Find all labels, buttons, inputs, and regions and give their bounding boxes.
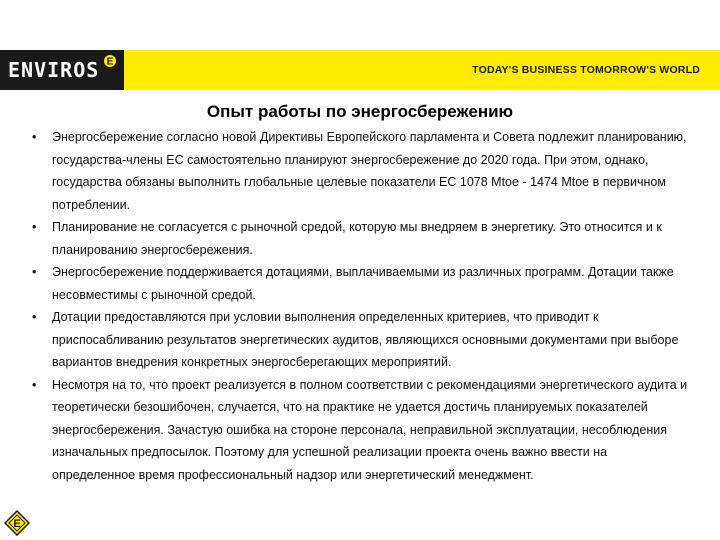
header-top-area <box>0 0 720 50</box>
bullet-list <box>32 126 692 486</box>
bullet-item: • Энергосбережение согласно новой Директивы Европейского парламента и Совета подлежит планированию, государства-члены ЕС самостоятельно планируют энергосбережение до 2020 года. При этом, однако, государства обязаны выполнить глобальные целевые показатели ЕС 1078 Mtoe - 1474 Mtoe в первичном потреблении. <box>32 126 692 216</box>
footer-badge-letter: E <box>13 518 21 530</box>
tagline: TODAY'S BUSINESS TOMORROW'S WORLD <box>472 64 700 76</box>
bullet-item: • Несмотря на то, что проект реализуется в полном соответствии с рекомендациями энергетического аудита и теоретически безошибочен, случается, что на практике не удается достичь планируемых показателей энергосбережения. Зачастую ошибка на стороне персонала, неправильной эксплуатации, несоблюдения изначальных предпосылок. Поэтому для успешной реализации проекта очень важно ввести на определенное время профессиональный надзор или энергетический менеджмент. <box>32 374 692 487</box>
bullet-item: • Планирование не согласуется с рыночной средой, которую мы внедряем в энергетику. Это относится и к планированию энергосбережения. <box>32 216 692 261</box>
logo-text: ENVIROS <box>8 58 100 82</box>
logo-badge-letter: E <box>106 56 114 68</box>
logo-badge-icon <box>103 54 117 68</box>
page-title: Опыт работы по энергосбережению <box>206 102 514 121</box>
bullet-item: • Дотации предоставляются при условии выполнения определенных критериев, что приводит к приспосабливанию результатов энергетических аудитов, являющихся основными документами при выборе вариантов внедрения конкретных энергосберегающих мероприятий. <box>32 306 692 374</box>
enviros-e-badge-icon <box>4 510 30 536</box>
bullet-item: • Энергосбережение поддерживается дотациями, выплачиваемыми из различных программ. Дотации также несовместимы с рыночной средой. <box>32 261 692 306</box>
